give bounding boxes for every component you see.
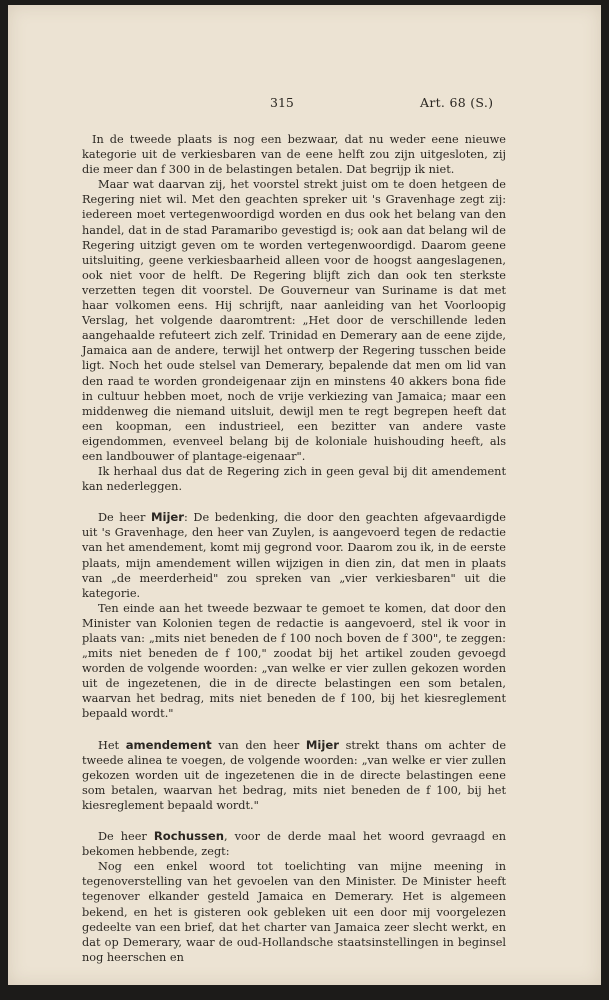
page-header bbox=[8, 95, 601, 113]
paragraph: Ik herhaal dus dat de Regering zich in geen geval bij dit amendement kan nederleggen. bbox=[82, 465, 506, 494]
amendment-term: amendement bbox=[125, 737, 212, 752]
book-page bbox=[8, 5, 601, 985]
paragraph-gap bbox=[82, 813, 506, 829]
amendment-paragraph: Het amendement van den heer Mijer strekt thans om achter de tweede alinea te voegen, de volgende woorden: „van welke er vier zullen gekozen worden uit de ingezetenen die in de directe belastingen eene som betalen, waarvan het bedrag, mits niet beneden de f 100, bij het kiesreglement bepaald wordt." bbox=[82, 737, 507, 812]
paragraph-gap bbox=[82, 722, 506, 738]
paragraph: Maar wat daarvan zij, het voorstel strekt juist om te doen hetgeen de Regering niet wil. Met den geachten spreker uit 's Gravenhage zegt zij: iedereen moet vertegenwoordigd worden en dus ook het belang van den handel, dat in de stad Paramaribo gevestigd is; ook aan dat belang wil de Regering uitzigt geven om te worden vertegenwoordigd. Daarom geene uitsluiting, geene verkiesbaarheid alleen voor de hoogst aangeslagenen, ook niet voor de helft. De Regering blijft zich dan ook ten sterkste verzetten tegen dit voorstel. De Gouverneur van Suriname is dat met haar volkomen eens. Hij schrijft, naar aanleiding van het Voorloopig Verslag, het volgende daaromtrent: „Het door de verschillende leden aangehaalde refuteert zich zelf. Trinidad en Demerary aan de eene zijde, Jamaica aan de andere, terwijl het ontwerp der Regering tusschen beide ligt. Noch het oude stelsel van Demerary, bepalende dat men om lid van den raad te worden grondeigenaar zijn en minstens 40 akkers bona fide in cultuur hebben moet, noch de vrije verkiezing van Jamaica; maar een middenweg die niemand uitsluit, dewijl men te regt begrepen heeft dat een koopman, een industrieel, een bezitter van andere vaste eigendommen, evenveel belang bij de koloniale huishouding heeft, als een landbouwer of plantage-eigenaar". bbox=[82, 178, 506, 463]
speaker-name: Mijer bbox=[150, 510, 185, 525]
paragraph: In de tweede plaats is nog een bezwaar, dat nu weder eene nieuwe kategorie uit de verkiesbaren van de eene helft zou zijn uitgesloten, zij die meer dan f 300 in de belastingen betalen. Dat begrijp ik niet. bbox=[82, 133, 506, 177]
paragraph-gap bbox=[82, 494, 506, 510]
article-reference: Art. 68 (S.) bbox=[420, 95, 494, 110]
paragraph: Nog een enkel woord tot toelichting van mijne meening in tegenoverstelling van het gevoelen van den Minister. De Minister heeft tegenover elkander gesteld Jamaica en Demerary. Het is algemeen bekend, en het is gisteren ook gebleken uit een door mij voorgelezen gedeelte van een brief, dat het charter van Jamaica zeer slecht werkt, en dat op Demerary, waar de oud-Hollandsche staatsinstellingen in beginsel nog heerschen en bbox=[82, 860, 506, 964]
speaker-name: Rochussen bbox=[153, 829, 225, 844]
page-number: 315 bbox=[270, 95, 294, 110]
speaker-paragraph: De heer Rochussen, voor de derde maal het woord gevraagd en bekomen hebbende, zegt: bbox=[82, 829, 506, 859]
body-text bbox=[82, 132, 506, 965]
paragraph: Ten einde aan het tweede bezwaar te gemoet te komen, dat door den Minister van Kolonien tegen de redactie is aangevoerd, stel ik voor in plaats van: „mits niet beneden de f 100 noch boven de f 300", te zeggen: „mits niet beneden de f 100," zoodat bij het artikel zouden gevoegd worden de volgende woorden: „van welke er vier zullen gekozen worden uit de ingezetenen, die in de directe belastingen een som betalen, waarvan het bedrag, mits niet beneden de f 100, bij het kiesreglement bepaald wordt." bbox=[82, 601, 506, 721]
speaker-paragraph: De heer Mijer: De bedenking, die door den geachten afgevaardigde uit 's Gravenhage, den heer van Zuylen, is aangevoerd tegen de redactie van het amendement, komt mij gegrond voor. Daarom zou ik, in de eerste plaats, mijn amendement willen wijzigen in dien zin, dat men in plaats van „de meerderheid" zou spreken van „vier verkiesbaren" uit die kategorie. bbox=[82, 510, 506, 600]
speaker-name: Mijer bbox=[305, 737, 339, 752]
